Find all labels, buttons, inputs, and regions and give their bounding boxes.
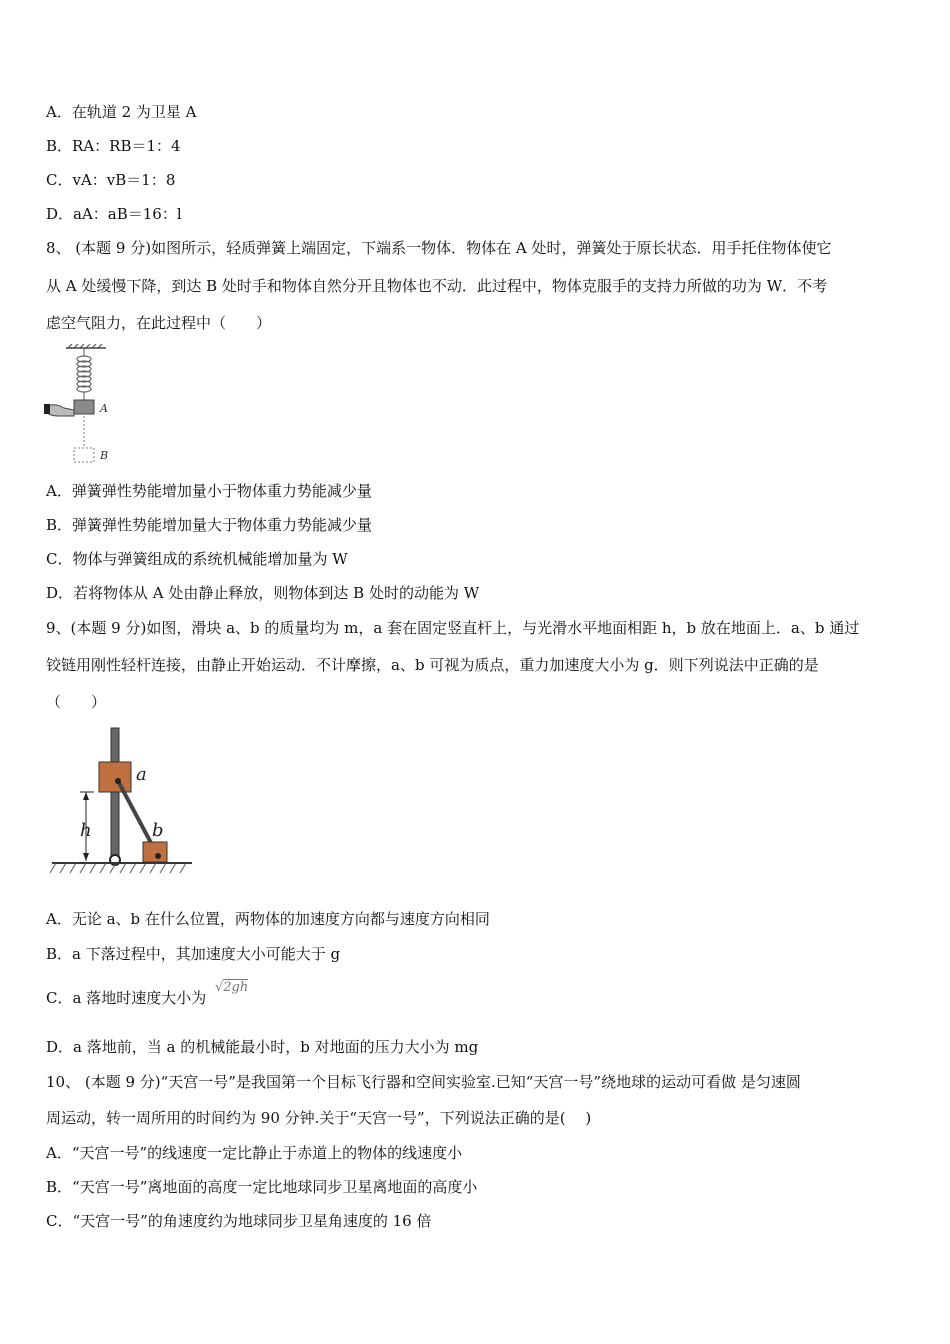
q10-stem-line1: 10、 (本题 9 分)“天宫一号”是我国第一个目标飞行器和空间实验室.已知“天宫一号”绕地球的运动可看做 是匀速圆 xyxy=(46,1073,801,1091)
q8-stem-line3: 虑空气阻力，在此过程中（ ） xyxy=(46,314,272,332)
q9-option-d: D．a 落地前，当 a 的机械能最小时，b 对地面的压力大小为 mg xyxy=(46,1038,479,1056)
q7-option-d: D．aA：aB＝16：l xyxy=(46,205,182,223)
label-A: A xyxy=(100,402,108,415)
q7-option-b: B．RA：RB＝1：4 xyxy=(46,137,181,155)
q8-option-b: B．弹簧弹性势能增加量大于物体重力势能减少量 xyxy=(46,516,373,534)
q8-option-c: C．物体与弹簧组成的系统机械能增加量为 W xyxy=(46,550,348,568)
slider-rod-figure xyxy=(50,724,196,880)
q10-option-c: C．“天宫一号”的角速度约为地球同步卫星角速度的 16 倍 xyxy=(46,1212,432,1230)
q8-stem-line2: 从 A 处缓慢下降，到达 B 处时手和物体自然分开且物体也不动．此过程中，物体克服手的支持力所做的功为 W．不考 xyxy=(46,277,828,295)
label-B: B xyxy=(100,449,109,462)
q10-option-b: B．“天宫一号”离地面的高度一定比地球同步卫星离地面的高度小 xyxy=(46,1178,478,1196)
q7-option-c: C．vA：vB＝1：8 xyxy=(46,171,176,189)
sqrt-formula: √2gh xyxy=(214,980,249,995)
label-h: h xyxy=(80,820,92,841)
q8-stem-line1: 8、 (本题 9 分)如图所示，轻质弹簧上端固定，下端系一物体．物体在 A 处时，弹簧处于原长状态．用手托住物体使它 xyxy=(46,239,832,257)
q8-option-d: D．若将物体从 A 处由静止释放，则物体到达 B 处时的动能为 W xyxy=(46,584,480,602)
label-b: b xyxy=(152,820,164,841)
q9-option-c xyxy=(46,980,249,1010)
label-a: a xyxy=(136,764,147,785)
q9-option-c-text: C．a 落地时速度大小为 xyxy=(46,989,207,1007)
q10-stem-line2: 周运动，转一周所用的时间约为 90 分钟.关于“天宫一号”，下列说法正确的是( ) xyxy=(46,1109,592,1127)
q9-option-a: A．无论 a、b 在什么位置，两物体的加速度方向都与速度方向相同 xyxy=(46,910,490,928)
q9-stem-line2: 铰链用刚性轻杆连接，由静止开始运动．不计摩擦，a、b 可视为质点，重力加速度大小为 g．则下列说法中正确的是 xyxy=(46,656,819,674)
spring-figure xyxy=(44,344,124,466)
q9-stem-line1: 9、(本题 9 分)如图，滑块 a、b 的质量均为 m，a 套在固定竖直杆上，与光滑水平地面相距 h，b 放在地面上．a、b 通过 xyxy=(46,619,860,637)
q7-option-a: A．在轨道 2 为卫星 A xyxy=(46,103,197,121)
q10-option-a: A．“天宫一号”的线速度一定比静止于赤道上的物体的线速度小 xyxy=(46,1144,463,1162)
q9-stem-line3: （ ） xyxy=(46,693,107,711)
q8-option-a: A．弹簧弹性势能增加量小于物体重力势能减少量 xyxy=(46,482,372,500)
sqrt-radicand: 2gh xyxy=(223,980,249,995)
q9-option-b: B．a 下落过程中，其加速度大小可能大于 g xyxy=(46,945,341,963)
